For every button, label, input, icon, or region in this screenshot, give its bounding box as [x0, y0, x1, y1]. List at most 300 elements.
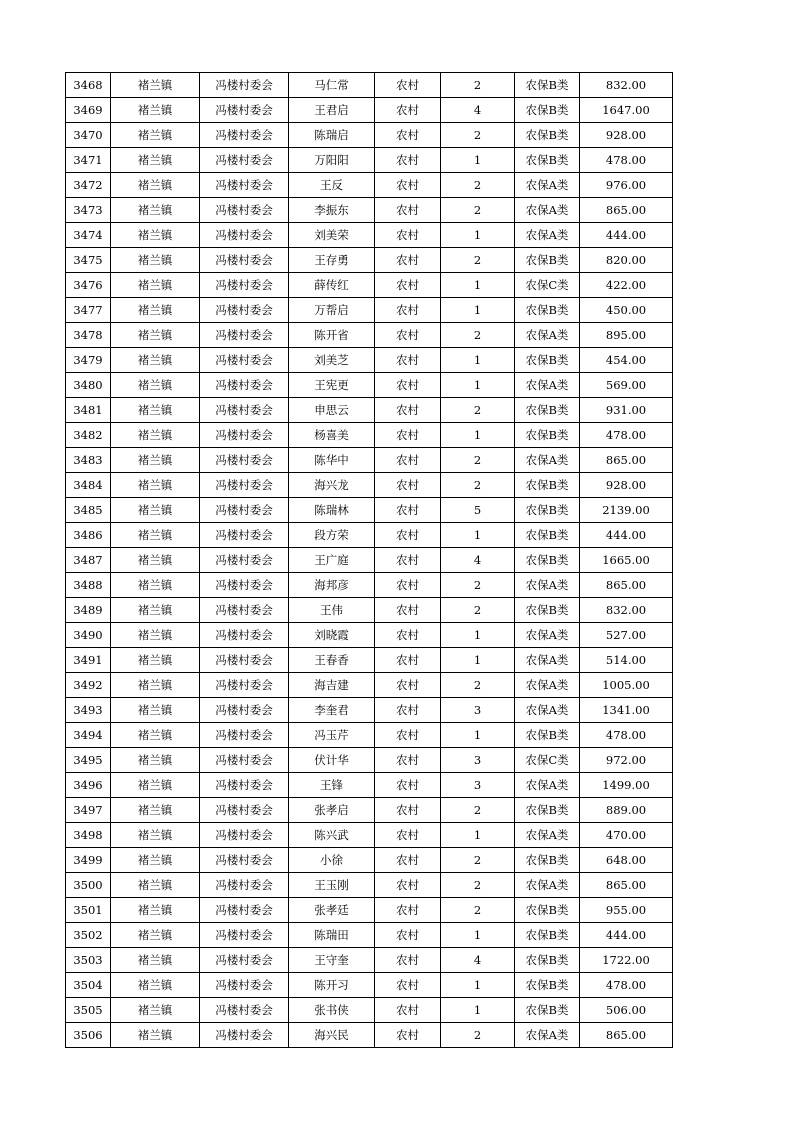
town-cell: 褚兰镇: [111, 248, 200, 273]
village-committee-cell: 冯楼村委会: [200, 498, 289, 523]
member-count-cell: 2: [441, 873, 515, 898]
village-committee-cell: 冯楼村委会: [200, 773, 289, 798]
row-number-cell: 3470: [66, 123, 111, 148]
town-cell: 褚兰镇: [111, 348, 200, 373]
row-number-cell: 3487: [66, 548, 111, 573]
name-cell: 张书侠: [289, 998, 375, 1023]
household-type-cell: 农村: [375, 498, 441, 523]
row-number-cell: 3482: [66, 423, 111, 448]
village-committee-cell: 冯楼村委会: [200, 473, 289, 498]
household-type-cell: 农村: [375, 323, 441, 348]
village-committee-cell: 冯楼村委会: [200, 923, 289, 948]
amount-cell: 889.00: [580, 798, 673, 823]
household-type-cell: 农村: [375, 523, 441, 548]
town-cell: 褚兰镇: [111, 298, 200, 323]
name-cell: 陈瑞田: [289, 923, 375, 948]
member-count-cell: 3: [441, 748, 515, 773]
table-row: [66, 623, 673, 648]
village-committee-cell: 冯楼村委会: [200, 398, 289, 423]
table-row: [66, 523, 673, 548]
table-row: [66, 823, 673, 848]
category-cell: 农保B类: [515, 123, 580, 148]
member-count-cell: 2: [441, 73, 515, 98]
table-row: [66, 148, 673, 173]
row-number-cell: 3472: [66, 173, 111, 198]
household-type-cell: 农村: [375, 448, 441, 473]
name-cell: 刘美芝: [289, 348, 375, 373]
row-number-cell: 3506: [66, 1023, 111, 1048]
table-row: [66, 323, 673, 348]
town-cell: 褚兰镇: [111, 573, 200, 598]
amount-cell: 865.00: [580, 198, 673, 223]
table-row: [66, 223, 673, 248]
town-cell: 褚兰镇: [111, 423, 200, 448]
village-committee-cell: 冯楼村委会: [200, 623, 289, 648]
table-row: [66, 998, 673, 1023]
row-number-cell: 3477: [66, 298, 111, 323]
category-cell: 农保A类: [515, 773, 580, 798]
name-cell: 王锋: [289, 773, 375, 798]
table-row: [66, 398, 673, 423]
town-cell: 褚兰镇: [111, 798, 200, 823]
member-count-cell: 1: [441, 823, 515, 848]
table-row: [66, 923, 673, 948]
table-row: [66, 1023, 673, 1048]
household-type-cell: 农村: [375, 73, 441, 98]
row-number-cell: 3499: [66, 848, 111, 873]
member-count-cell: 2: [441, 248, 515, 273]
amount-cell: 2139.00: [580, 498, 673, 523]
amount-cell: 820.00: [580, 248, 673, 273]
village-committee-cell: 冯楼村委会: [200, 548, 289, 573]
name-cell: 王存勇: [289, 248, 375, 273]
row-number-cell: 3495: [66, 748, 111, 773]
village-committee-cell: 冯楼村委会: [200, 173, 289, 198]
table-row: [66, 548, 673, 573]
row-number-cell: 3498: [66, 823, 111, 848]
table-row: [66, 748, 673, 773]
category-cell: 农保A类: [515, 198, 580, 223]
row-number-cell: 3485: [66, 498, 111, 523]
amount-cell: 865.00: [580, 573, 673, 598]
row-number-cell: 3492: [66, 673, 111, 698]
category-cell: 农保B类: [515, 523, 580, 548]
town-cell: 褚兰镇: [111, 948, 200, 973]
name-cell: 王春香: [289, 648, 375, 673]
household-type-cell: 农村: [375, 598, 441, 623]
row-number-cell: 3501: [66, 898, 111, 923]
row-number-cell: 3490: [66, 623, 111, 648]
row-number-cell: 3502: [66, 923, 111, 948]
village-committee-cell: 冯楼村委会: [200, 198, 289, 223]
member-count-cell: 2: [441, 448, 515, 473]
category-cell: 农保B类: [515, 548, 580, 573]
household-type-cell: 农村: [375, 423, 441, 448]
category-cell: 农保C类: [515, 748, 580, 773]
category-cell: 农保B类: [515, 723, 580, 748]
town-cell: 褚兰镇: [111, 173, 200, 198]
name-cell: 王伟: [289, 598, 375, 623]
name-cell: 王玉刚: [289, 873, 375, 898]
household-type-cell: 农村: [375, 373, 441, 398]
member-count-cell: 2: [441, 898, 515, 923]
member-count-cell: 4: [441, 98, 515, 123]
name-cell: 段方荣: [289, 523, 375, 548]
village-committee-cell: 冯楼村委会: [200, 523, 289, 548]
table-row: [66, 123, 673, 148]
row-number-cell: 3471: [66, 148, 111, 173]
household-type-cell: 农村: [375, 623, 441, 648]
household-type-cell: 农村: [375, 723, 441, 748]
row-number-cell: 3493: [66, 698, 111, 723]
amount-cell: 648.00: [580, 848, 673, 873]
amount-cell: 444.00: [580, 523, 673, 548]
town-cell: 褚兰镇: [111, 848, 200, 873]
amount-cell: 444.00: [580, 223, 673, 248]
town-cell: 褚兰镇: [111, 723, 200, 748]
village-committee-cell: 冯楼村委会: [200, 598, 289, 623]
row-number-cell: 3489: [66, 598, 111, 623]
member-count-cell: 2: [441, 848, 515, 873]
household-type-cell: 农村: [375, 648, 441, 673]
table-row: [66, 573, 673, 598]
household-type-cell: 农村: [375, 923, 441, 948]
name-cell: 张孝启: [289, 798, 375, 823]
household-type-cell: 农村: [375, 248, 441, 273]
table-row: [66, 173, 673, 198]
amount-cell: 450.00: [580, 298, 673, 323]
table-row: [66, 473, 673, 498]
category-cell: 农保A类: [515, 673, 580, 698]
household-type-cell: 农村: [375, 123, 441, 148]
table-row: [66, 448, 673, 473]
row-number-cell: 3480: [66, 373, 111, 398]
name-cell: 王广庭: [289, 548, 375, 573]
household-type-cell: 农村: [375, 348, 441, 373]
amount-cell: 569.00: [580, 373, 673, 398]
amount-cell: 1341.00: [580, 698, 673, 723]
category-cell: 农保B类: [515, 923, 580, 948]
table-row: [66, 498, 673, 523]
category-cell: 农保A类: [515, 223, 580, 248]
table-row: [66, 273, 673, 298]
amount-cell: 1005.00: [580, 673, 673, 698]
table-row: [66, 848, 673, 873]
name-cell: 万阳阳: [289, 148, 375, 173]
village-committee-cell: 冯楼村委会: [200, 998, 289, 1023]
name-cell: 陈开省: [289, 323, 375, 348]
name-cell: 陈瑞启: [289, 123, 375, 148]
amount-cell: 478.00: [580, 423, 673, 448]
amount-cell: 1722.00: [580, 948, 673, 973]
category-cell: 农保B类: [515, 423, 580, 448]
town-cell: 褚兰镇: [111, 223, 200, 248]
table-row: [66, 348, 673, 373]
village-committee-cell: 冯楼村委会: [200, 123, 289, 148]
name-cell: 刘晓霞: [289, 623, 375, 648]
member-count-cell: 5: [441, 498, 515, 523]
village-committee-cell: 冯楼村委会: [200, 948, 289, 973]
member-count-cell: 3: [441, 698, 515, 723]
name-cell: 海兴民: [289, 1023, 375, 1048]
category-cell: 农保B类: [515, 498, 580, 523]
town-cell: 褚兰镇: [111, 673, 200, 698]
member-count-cell: 1: [441, 723, 515, 748]
town-cell: 褚兰镇: [111, 448, 200, 473]
name-cell: 陈开习: [289, 973, 375, 998]
member-count-cell: 1: [441, 273, 515, 298]
category-cell: 农保A类: [515, 1023, 580, 1048]
table-row: [66, 698, 673, 723]
household-type-cell: 农村: [375, 748, 441, 773]
village-committee-cell: 冯楼村委会: [200, 423, 289, 448]
town-cell: 褚兰镇: [111, 823, 200, 848]
member-count-cell: 2: [441, 598, 515, 623]
household-type-cell: 农村: [375, 1023, 441, 1048]
amount-cell: 444.00: [580, 923, 673, 948]
town-cell: 褚兰镇: [111, 473, 200, 498]
village-committee-cell: 冯楼村委会: [200, 723, 289, 748]
row-number-cell: 3488: [66, 573, 111, 598]
town-cell: 褚兰镇: [111, 873, 200, 898]
town-cell: 褚兰镇: [111, 973, 200, 998]
row-number-cell: 3476: [66, 273, 111, 298]
town-cell: 褚兰镇: [111, 598, 200, 623]
town-cell: 褚兰镇: [111, 98, 200, 123]
name-cell: 马仁常: [289, 73, 375, 98]
category-cell: 农保A类: [515, 623, 580, 648]
town-cell: 褚兰镇: [111, 373, 200, 398]
village-committee-cell: 冯楼村委会: [200, 448, 289, 473]
member-count-cell: 2: [441, 673, 515, 698]
table-row: [66, 298, 673, 323]
village-committee-cell: 冯楼村委会: [200, 848, 289, 873]
member-count-cell: 1: [441, 998, 515, 1023]
name-cell: 张孝廷: [289, 898, 375, 923]
name-cell: 冯玉芹: [289, 723, 375, 748]
row-number-cell: 3481: [66, 398, 111, 423]
village-committee-cell: 冯楼村委会: [200, 73, 289, 98]
table-row: [66, 973, 673, 998]
table-row: [66, 723, 673, 748]
village-committee-cell: 冯楼村委会: [200, 973, 289, 998]
village-committee-cell: 冯楼村委会: [200, 323, 289, 348]
town-cell: 褚兰镇: [111, 748, 200, 773]
household-type-cell: 农村: [375, 798, 441, 823]
amount-cell: 478.00: [580, 723, 673, 748]
row-number-cell: 3474: [66, 223, 111, 248]
row-number-cell: 3483: [66, 448, 111, 473]
member-count-cell: 1: [441, 423, 515, 448]
row-number-cell: 3479: [66, 348, 111, 373]
table-row: [66, 198, 673, 223]
category-cell: 农保A类: [515, 373, 580, 398]
member-count-cell: 1: [441, 373, 515, 398]
amount-cell: 865.00: [580, 448, 673, 473]
member-count-cell: 4: [441, 548, 515, 573]
member-count-cell: 2: [441, 398, 515, 423]
name-cell: 李振东: [289, 198, 375, 223]
category-cell: 农保B类: [515, 798, 580, 823]
row-number-cell: 3484: [66, 473, 111, 498]
household-type-cell: 农村: [375, 973, 441, 998]
amount-cell: 955.00: [580, 898, 673, 923]
name-cell: 海兴龙: [289, 473, 375, 498]
amount-cell: 928.00: [580, 123, 673, 148]
village-committee-cell: 冯楼村委会: [200, 748, 289, 773]
amount-cell: 1665.00: [580, 548, 673, 573]
member-count-cell: 2: [441, 198, 515, 223]
category-cell: 农保A类: [515, 873, 580, 898]
household-type-cell: 农村: [375, 173, 441, 198]
amount-cell: 1647.00: [580, 98, 673, 123]
household-type-cell: 农村: [375, 398, 441, 423]
member-count-cell: 1: [441, 223, 515, 248]
amount-cell: 527.00: [580, 623, 673, 648]
category-cell: 农保A类: [515, 323, 580, 348]
amount-cell: 895.00: [580, 323, 673, 348]
name-cell: 万帮启: [289, 298, 375, 323]
category-cell: 农保C类: [515, 273, 580, 298]
town-cell: 褚兰镇: [111, 698, 200, 723]
table-row: [66, 798, 673, 823]
name-cell: 伏计华: [289, 748, 375, 773]
household-type-cell: 农村: [375, 573, 441, 598]
village-committee-cell: 冯楼村委会: [200, 698, 289, 723]
amount-cell: 478.00: [580, 148, 673, 173]
village-committee-cell: 冯楼村委会: [200, 823, 289, 848]
category-cell: 农保B类: [515, 898, 580, 923]
town-cell: 褚兰镇: [111, 623, 200, 648]
table-row: [66, 248, 673, 273]
household-type-cell: 农村: [375, 548, 441, 573]
amount-cell: 832.00: [580, 598, 673, 623]
name-cell: 小徐: [289, 848, 375, 873]
row-number-cell: 3494: [66, 723, 111, 748]
member-count-cell: 4: [441, 948, 515, 973]
category-cell: 农保B类: [515, 998, 580, 1023]
member-count-cell: 1: [441, 523, 515, 548]
amount-cell: 506.00: [580, 998, 673, 1023]
village-committee-cell: 冯楼村委会: [200, 248, 289, 273]
town-cell: 褚兰镇: [111, 498, 200, 523]
village-committee-cell: 冯楼村委会: [200, 273, 289, 298]
category-cell: 农保B类: [515, 398, 580, 423]
member-count-cell: 2: [441, 173, 515, 198]
name-cell: 申思云: [289, 398, 375, 423]
name-cell: 薛传红: [289, 273, 375, 298]
household-type-cell: 农村: [375, 273, 441, 298]
village-committee-cell: 冯楼村委会: [200, 898, 289, 923]
row-number-cell: 3478: [66, 323, 111, 348]
category-cell: 农保B类: [515, 848, 580, 873]
member-count-cell: 2: [441, 573, 515, 598]
member-count-cell: 1: [441, 148, 515, 173]
amount-cell: 865.00: [580, 873, 673, 898]
member-count-cell: 1: [441, 648, 515, 673]
category-cell: 农保B类: [515, 298, 580, 323]
household-type-cell: 农村: [375, 823, 441, 848]
amount-cell: 478.00: [580, 973, 673, 998]
household-type-cell: 农村: [375, 198, 441, 223]
category-cell: 农保A类: [515, 648, 580, 673]
row-number-cell: 3469: [66, 98, 111, 123]
village-committee-cell: 冯楼村委会: [200, 98, 289, 123]
town-cell: 褚兰镇: [111, 523, 200, 548]
row-number-cell: 3504: [66, 973, 111, 998]
table-row: [66, 598, 673, 623]
member-count-cell: 1: [441, 298, 515, 323]
row-number-cell: 3473: [66, 198, 111, 223]
name-cell: 王反: [289, 173, 375, 198]
member-count-cell: 1: [441, 923, 515, 948]
household-type-cell: 农村: [375, 473, 441, 498]
row-number-cell: 3491: [66, 648, 111, 673]
town-cell: 褚兰镇: [111, 398, 200, 423]
table-row: [66, 873, 673, 898]
table-row: [66, 373, 673, 398]
row-number-cell: 3497: [66, 798, 111, 823]
category-cell: 农保B类: [515, 73, 580, 98]
amount-cell: 832.00: [580, 73, 673, 98]
table-row: [66, 773, 673, 798]
name-cell: 海吉建: [289, 673, 375, 698]
name-cell: 王守奎: [289, 948, 375, 973]
town-cell: 褚兰镇: [111, 123, 200, 148]
member-count-cell: 1: [441, 973, 515, 998]
row-number-cell: 3486: [66, 523, 111, 548]
household-type-cell: 农村: [375, 148, 441, 173]
category-cell: 农保A类: [515, 448, 580, 473]
member-count-cell: 2: [441, 473, 515, 498]
village-committee-cell: 冯楼村委会: [200, 1023, 289, 1048]
household-type-cell: 农村: [375, 773, 441, 798]
name-cell: 李奎君: [289, 698, 375, 723]
member-count-cell: 2: [441, 798, 515, 823]
town-cell: 褚兰镇: [111, 998, 200, 1023]
table-row: [66, 98, 673, 123]
town-cell: 褚兰镇: [111, 898, 200, 923]
table-row: [66, 423, 673, 448]
category-cell: 农保B类: [515, 348, 580, 373]
category-cell: 农保B类: [515, 148, 580, 173]
household-type-cell: 农村: [375, 998, 441, 1023]
amount-cell: 470.00: [580, 823, 673, 848]
village-committee-cell: 冯楼村委会: [200, 648, 289, 673]
town-cell: 褚兰镇: [111, 73, 200, 98]
category-cell: 农保A类: [515, 173, 580, 198]
household-type-cell: 农村: [375, 873, 441, 898]
household-type-cell: 农村: [375, 298, 441, 323]
name-cell: 陈瑞林: [289, 498, 375, 523]
village-committee-cell: 冯楼村委会: [200, 148, 289, 173]
amount-cell: 928.00: [580, 473, 673, 498]
category-cell: 农保B类: [515, 248, 580, 273]
amount-cell: 422.00: [580, 273, 673, 298]
village-committee-cell: 冯楼村委会: [200, 223, 289, 248]
town-cell: 褚兰镇: [111, 323, 200, 348]
household-type-cell: 农村: [375, 98, 441, 123]
category-cell: 农保A类: [515, 573, 580, 598]
town-cell: 褚兰镇: [111, 273, 200, 298]
amount-cell: 514.00: [580, 648, 673, 673]
name-cell: 杨喜美: [289, 423, 375, 448]
category-cell: 农保B类: [515, 948, 580, 973]
town-cell: 褚兰镇: [111, 923, 200, 948]
village-committee-cell: 冯楼村委会: [200, 348, 289, 373]
row-number-cell: 3496: [66, 773, 111, 798]
amount-cell: 976.00: [580, 173, 673, 198]
